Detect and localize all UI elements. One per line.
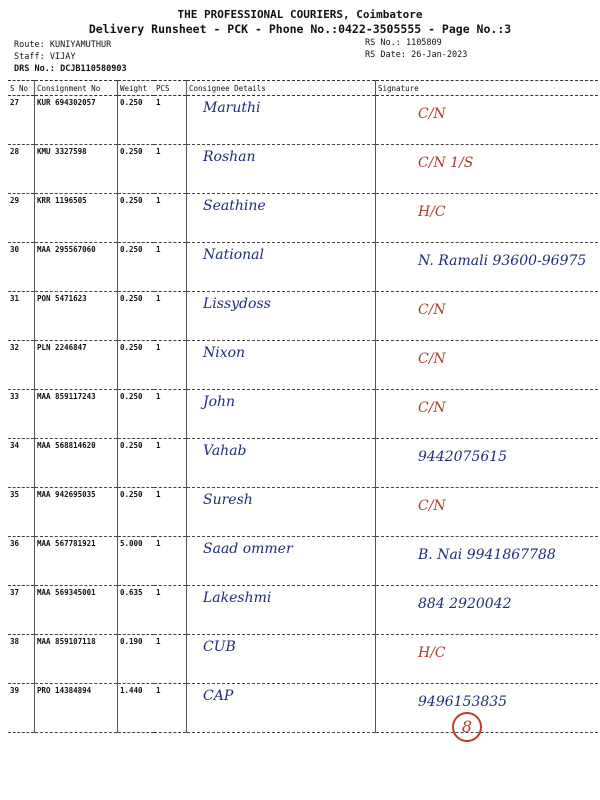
staff-value: VIJAY	[49, 52, 76, 62]
col-pcs: PCS	[154, 81, 187, 96]
row-signature-cell	[376, 439, 599, 488]
row-signature: 884 2920042	[418, 596, 512, 612]
row-consignee: Nixon	[203, 345, 246, 361]
row-consignment-no: KUR 694302057	[35, 96, 118, 145]
row-signature: B. Nai 9941867788	[418, 547, 556, 563]
drs-line	[14, 64, 127, 74]
row-signature: N. Ramali 93600-96975	[418, 253, 587, 269]
row-sno: 38	[8, 635, 35, 684]
row-consignment-no: MAA 859107118	[35, 635, 118, 684]
runsheet-title: Delivery Runsheet - PCK - Phone No.:0422-3505555 - Page No.:3	[88, 22, 512, 36]
rs-date-value: 26-Jan-2023	[411, 50, 468, 60]
row-consignment-no: MAA 295567060	[35, 243, 118, 292]
row-signature-cell	[376, 635, 599, 684]
row-pcs: 1	[154, 684, 187, 733]
route-label: Route:	[14, 40, 45, 50]
row-pcs: 1	[154, 635, 187, 684]
row-weight: 0.250	[118, 439, 155, 488]
row-consignee: CUB	[203, 639, 236, 655]
row-pcs: 1	[154, 96, 187, 145]
row-signature-cell	[376, 145, 599, 194]
row-consignee-cell	[187, 341, 376, 390]
row-consignee-cell	[187, 96, 376, 145]
row-pcs: 1	[154, 292, 187, 341]
row-signature-cell	[376, 292, 599, 341]
row-pcs: 1	[154, 537, 187, 586]
row-weight: 0.190	[118, 635, 155, 684]
rs-date-line	[365, 50, 467, 60]
row-consignment-no: PRO 14384894	[35, 684, 118, 733]
col-signature: Signature	[376, 81, 599, 96]
col-sno: S No	[8, 81, 35, 96]
row-signature: C/N	[418, 400, 446, 416]
drs-value: DCJB110580903	[60, 64, 127, 74]
row-consignment-no: MAA 569345001	[35, 586, 118, 635]
table-row	[8, 243, 598, 292]
row-consignee: Saad ommer	[203, 541, 293, 557]
row-signature: H/C	[418, 645, 446, 661]
table-header-row	[8, 81, 598, 96]
row-sno: 29	[8, 194, 35, 243]
row-pcs: 1	[154, 341, 187, 390]
row-consignee: Roshan	[203, 149, 256, 165]
row-consignee-cell	[187, 537, 376, 586]
page-mark: 8	[452, 712, 482, 742]
row-consignee-cell	[187, 439, 376, 488]
table-row	[8, 341, 598, 390]
row-pcs: 1	[154, 439, 187, 488]
row-signature: C/N	[418, 302, 446, 318]
row-consignee-cell	[187, 390, 376, 439]
row-weight: 0.250	[118, 341, 155, 390]
row-sno: 37	[8, 586, 35, 635]
row-weight: 0.250	[118, 488, 155, 537]
row-signature-cell	[376, 586, 599, 635]
row-weight: 0.250	[118, 292, 155, 341]
row-weight: 0.250	[118, 96, 155, 145]
row-weight: 0.250	[118, 194, 155, 243]
row-signature-cell	[376, 684, 599, 733]
row-consignment-no: KRR 1196505	[35, 194, 118, 243]
row-consignee: John	[203, 394, 236, 410]
table-row	[8, 292, 598, 341]
row-sno: 31	[8, 292, 35, 341]
row-consignee-cell	[187, 684, 376, 733]
row-consignee: Seathine	[203, 198, 266, 214]
table-row	[8, 635, 598, 684]
row-sno: 32	[8, 341, 35, 390]
row-sno: 35	[8, 488, 35, 537]
table-row	[8, 684, 598, 733]
row-weight: 1.440	[118, 684, 155, 733]
row-signature-cell	[376, 537, 599, 586]
row-sno: 30	[8, 243, 35, 292]
col-consignment: Consignment No	[35, 81, 118, 96]
row-signature: C/N 1/S	[418, 155, 474, 171]
row-pcs: 1	[154, 390, 187, 439]
row-consignee-cell	[187, 194, 376, 243]
table-row	[8, 96, 598, 145]
row-sno: 36	[8, 537, 35, 586]
row-signature-cell	[376, 243, 599, 292]
table-row	[8, 439, 598, 488]
row-weight: 0.250	[118, 243, 155, 292]
row-signature: C/N	[418, 498, 446, 514]
row-sno: 27	[8, 96, 35, 145]
row-signature-cell	[376, 194, 599, 243]
row-signature-cell	[376, 390, 599, 439]
row-pcs: 1	[154, 488, 187, 537]
col-consignee: Consignee Details	[187, 81, 376, 96]
row-consignee: Lakeshmi	[203, 590, 272, 606]
row-signature: C/N	[418, 106, 446, 122]
row-signature: H/C	[418, 204, 446, 220]
row-consignment-no: MAA 859117243	[35, 390, 118, 439]
table-row	[8, 488, 598, 537]
company-name: THE PROFESSIONAL COURIERS, Coimbatore	[177, 8, 423, 21]
rs-no-line	[365, 38, 442, 48]
row-consignee: National	[203, 247, 264, 263]
row-sno: 33	[8, 390, 35, 439]
staff-label: Staff:	[14, 52, 45, 62]
row-sno: 28	[8, 145, 35, 194]
row-pcs: 1	[154, 194, 187, 243]
row-weight: 5.000	[118, 537, 155, 586]
row-pcs: 1	[154, 243, 187, 292]
route-line	[14, 40, 111, 50]
row-consignee-cell	[187, 292, 376, 341]
staff-line	[14, 52, 75, 62]
route-value: KUNIYAMUTHUR	[49, 40, 112, 50]
col-weight: Weight	[118, 81, 155, 96]
row-consignee: Suresh	[203, 492, 253, 508]
row-consignee: Maruthi	[203, 100, 261, 116]
row-consignee-cell	[187, 488, 376, 537]
row-consignee-cell	[187, 635, 376, 684]
row-consignment-no: KMU 3327598	[35, 145, 118, 194]
row-signature-cell	[376, 341, 599, 390]
row-consignment-no: MAA 568814620	[35, 439, 118, 488]
row-consignment-no: MAA 567781921	[35, 537, 118, 586]
row-sno: 34	[8, 439, 35, 488]
row-weight: 0.250	[118, 145, 155, 194]
table-row	[8, 537, 598, 586]
row-signature-cell	[376, 96, 599, 145]
row-signature: 9496153835	[418, 694, 508, 710]
row-consignment-no: MAA 942695035	[35, 488, 118, 537]
row-consignee: Lissydoss	[203, 296, 271, 312]
rs-date-label: RS Date:	[365, 50, 406, 60]
row-consignee: CAP	[203, 688, 234, 704]
table-row	[8, 390, 598, 439]
runsheet-table	[8, 80, 598, 733]
row-signature-cell	[376, 488, 599, 537]
row-weight: 0.250	[118, 390, 155, 439]
row-consignee-cell	[187, 243, 376, 292]
row-signature: C/N	[418, 351, 446, 367]
row-consignee-cell	[187, 145, 376, 194]
rs-no-label: RS No.:	[365, 38, 401, 48]
row-consignment-no: PLN 2246847	[35, 341, 118, 390]
row-sno: 39	[8, 684, 35, 733]
drs-label: DRS No.:	[14, 64, 55, 74]
row-pcs: 1	[154, 145, 187, 194]
table-row	[8, 194, 598, 243]
row-consignee-cell	[187, 586, 376, 635]
row-consignment-no: PON 5471623	[35, 292, 118, 341]
rs-no-value: 1105809	[405, 38, 442, 48]
row-weight: 0.635	[118, 586, 155, 635]
row-consignee: Vahab	[203, 443, 247, 459]
row-pcs: 1	[154, 586, 187, 635]
table-row	[8, 145, 598, 194]
row-signature: 9442075615	[418, 449, 508, 465]
table-row	[8, 586, 598, 635]
